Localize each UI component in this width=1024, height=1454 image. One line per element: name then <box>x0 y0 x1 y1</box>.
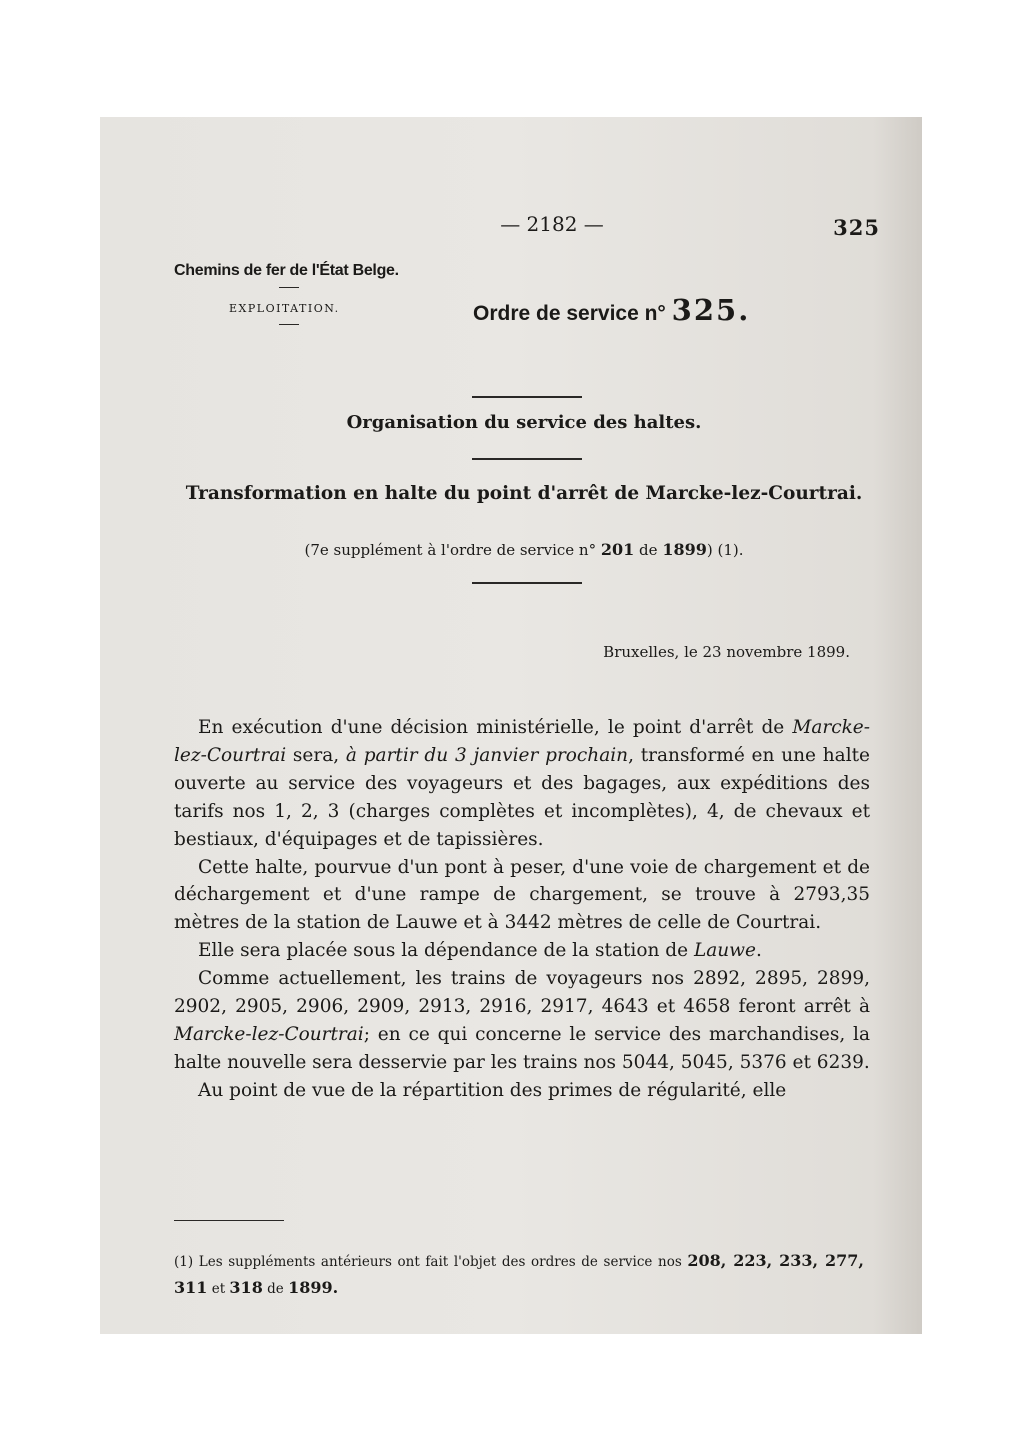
section-divider <box>472 458 582 460</box>
footnote-year: 1899. <box>288 1278 339 1297</box>
order-title-prefix: Ordre de service n° <box>473 302 666 325</box>
text-run: sera, <box>292 744 340 766</box>
paragraph <box>174 937 870 965</box>
body-text <box>174 714 870 1105</box>
section-divider <box>472 396 582 398</box>
paragraph <box>174 965 870 1077</box>
divider <box>279 287 299 288</box>
organisation-name: Chemins de fer de l'État Belge. <box>174 262 399 279</box>
footnote-orders: 208, 223, 233, 277, 311 <box>174 1251 864 1297</box>
dateline: Bruxelles, le 23 novembre 1899. <box>603 643 850 661</box>
supplement-line <box>174 540 874 559</box>
order-title-number: 325. <box>671 293 751 327</box>
place-name: Marcke-lez-Courtrai <box>174 717 870 766</box>
section-divider <box>472 582 582 584</box>
paragraph: Cette halte, pourvue d'un pont à peser, d'une voie de chargement et de déchargement et d'une rampe de chargement, se trouve à 2793,35 mètres de la station de Lauwe et à 3442 mètres de celle de Courtrai. <box>174 856 870 934</box>
supplement-suffix: ) (1). <box>706 541 744 559</box>
supplement-year: 1899 <box>662 540 707 559</box>
text-run: , transformé en une halte ouverte au service des voyageurs et des bagages, aux expéditions des tarifs nos 1, 2, 3 (charges complètes et incomplètes), 4, de chevaux et bestiaux, d'équipages et de tapissières. <box>174 744 870 850</box>
text-run: . <box>755 940 762 962</box>
start-date: à partir du 3 janvier prochain <box>345 744 629 766</box>
supplement-of: de <box>639 541 658 559</box>
supplement-prefix: (7e supplément à l'ordre de service n° <box>304 541 597 559</box>
supplement-order: 201 <box>600 540 635 559</box>
paragraph <box>174 714 870 854</box>
footnote-divider <box>174 1220 284 1221</box>
text-run: En exécution d'une décision ministérielle, le point d'arrêt de <box>198 717 785 738</box>
footnote-text: de <box>267 1281 284 1297</box>
divider <box>279 324 299 325</box>
footnote-orders: 318 <box>229 1278 263 1297</box>
department-name: EXPLOITATION. <box>229 302 340 315</box>
sub-heading: Transformation en halte du point d'arrêt de Marcke-lez-Courtrai. <box>185 483 863 504</box>
text-run: Comme actuellement, les trains de voyageurs nos 2892, 2895, 2899, 2902, 2905, 2906, 2909, 2913, 2916, 2917, 4643 et 4658 feront arrêt à <box>174 968 870 1018</box>
place-name: Marcke-lez-Courtrai <box>174 1023 364 1045</box>
main-heading: Organisation du service des haltes. <box>346 412 702 433</box>
paragraph: Au point de vue de la répartition des primes de régularité, elle <box>198 1079 787 1101</box>
text-run: Elle sera placée sous la dépendance de la station de <box>198 940 689 962</box>
footnote-text: et <box>211 1281 226 1297</box>
place-name: Lauwe <box>693 940 756 962</box>
footnote <box>174 1248 864 1302</box>
text-run: ; en ce qui concerne le service des marchandises, la halte nouvelle sera desservie par les trains nos 5044, 5045, 5376 et 6239. <box>174 1023 870 1073</box>
order-number-top: 325 <box>833 215 880 240</box>
order-title <box>473 293 750 327</box>
page-number: — 2182 — <box>500 212 604 236</box>
footnote-text: (1) Les suppléments antérieurs ont fait l'objet des ordres de service nos <box>174 1254 682 1270</box>
